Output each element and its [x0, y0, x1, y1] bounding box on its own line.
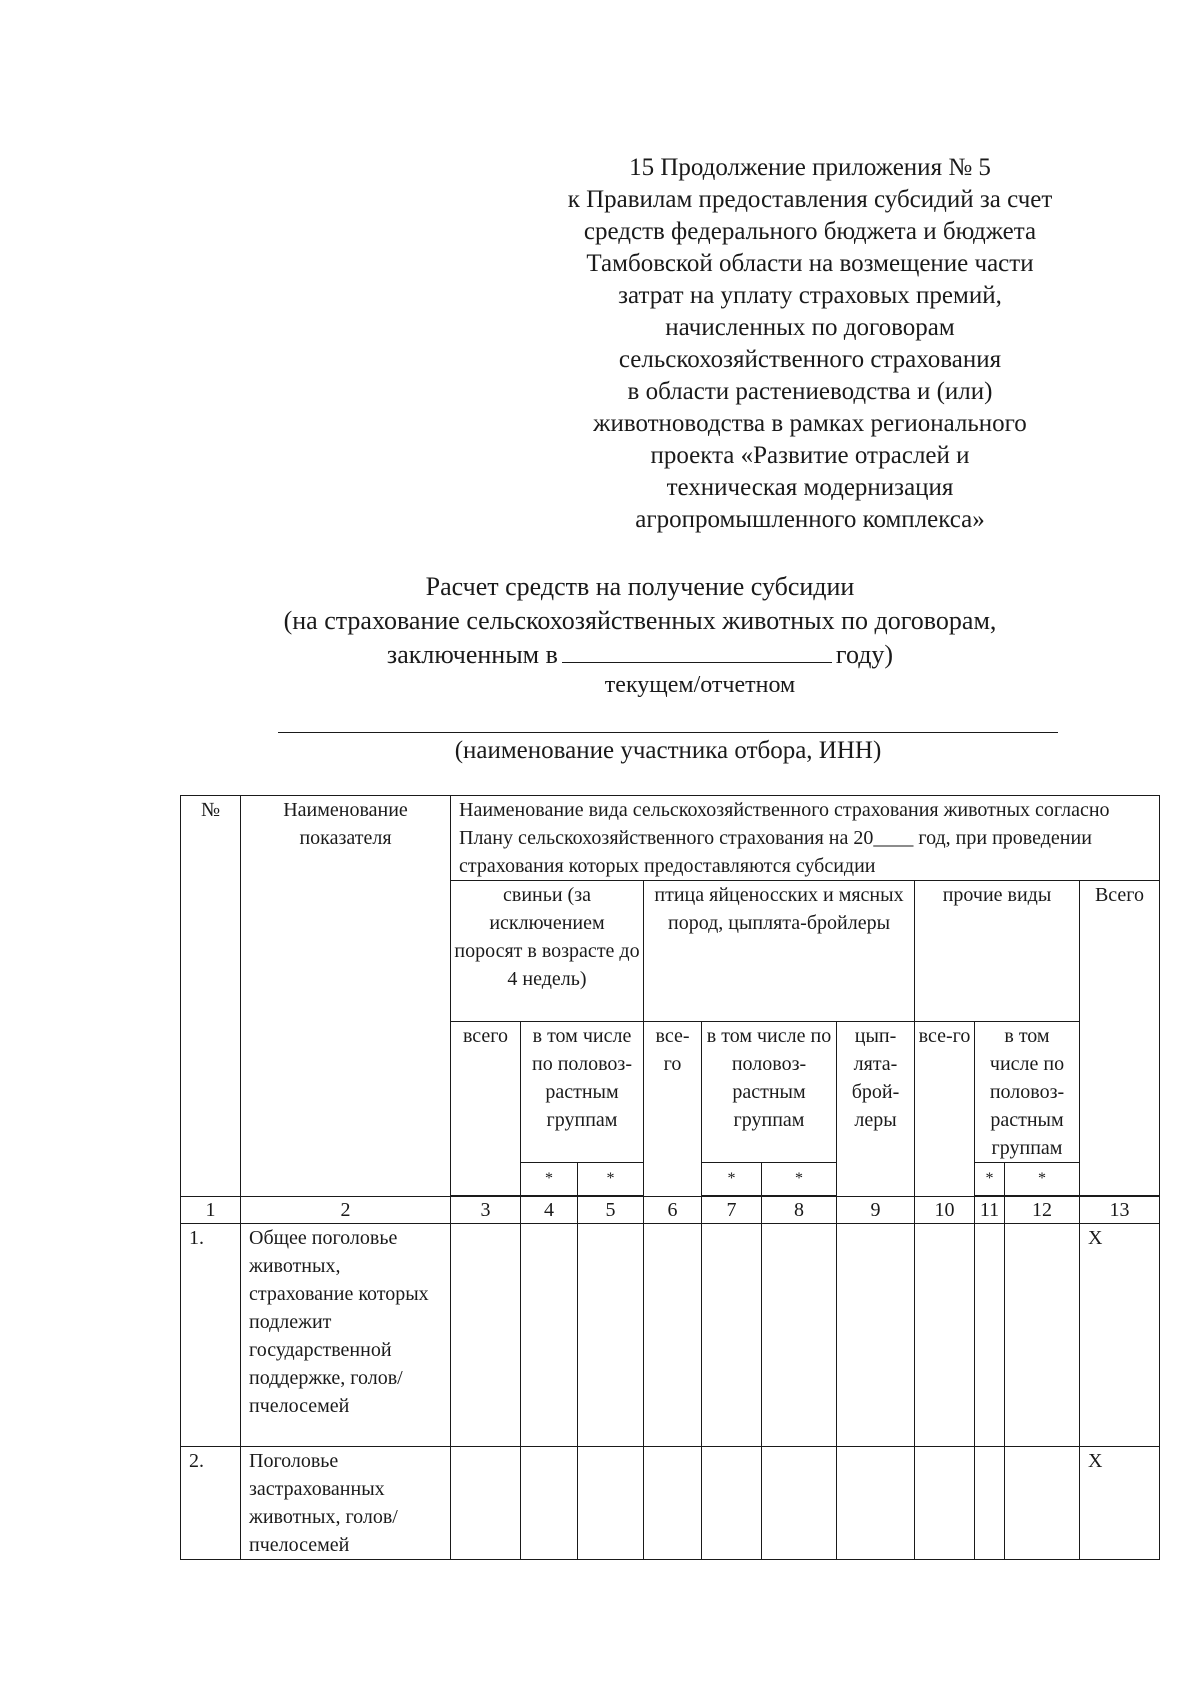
data-cell[interactable] [762, 1224, 837, 1447]
other-age-groups-header: в том числе по половоз-растным группам [975, 1022, 1080, 1163]
row-number: 1. [181, 1224, 241, 1447]
col-number: 4 [521, 1197, 578, 1224]
header-line: начисленных по договорам [665, 314, 955, 341]
col-number: 11 [975, 1197, 1005, 1224]
row-total-cell: Х [1080, 1224, 1160, 1447]
data-cell[interactable] [521, 1447, 578, 1560]
pigs-age-group-2: * [578, 1163, 644, 1196]
col-number: 13 [1080, 1197, 1160, 1224]
col-number: 5 [578, 1197, 644, 1224]
pigs-age-groups-header: в том числе по половоз-растным группам [521, 1022, 644, 1163]
data-cell[interactable] [975, 1224, 1005, 1447]
row-number: 2. [181, 1447, 241, 1560]
data-cell[interactable] [915, 1447, 975, 1560]
col-number: 3 [451, 1197, 521, 1224]
data-cell[interactable] [762, 1447, 837, 1560]
col-number: 12 [1005, 1197, 1080, 1224]
data-cell[interactable] [644, 1447, 702, 1560]
col-number: 10 [915, 1197, 975, 1224]
row-label: Поголовье застрахованных животных, голов/ пчелосемей [241, 1447, 451, 1560]
participant-fill-line[interactable] [278, 732, 1058, 733]
data-cell[interactable] [578, 1447, 644, 1560]
cat-other-header: прочие виды [915, 881, 1080, 1022]
col-number: 1 [181, 1197, 241, 1224]
poultry-total-header: все-го [644, 1022, 702, 1197]
header-line: средств федерального бюджета и бюджета [583, 218, 1037, 245]
title-line-1: Расчет средств на получение субсидии [425, 572, 855, 601]
row-label: Общее поголовье животных, страхование которых подлежит государственной поддержке, голов/ пчелосемей [241, 1224, 451, 1447]
broilers-header: цып-лята-брой-леры [837, 1022, 915, 1197]
col-number: 2 [241, 1197, 451, 1224]
table-row [181, 1224, 1160, 1447]
data-cell[interactable] [451, 1224, 521, 1447]
data-cell[interactable] [1005, 1447, 1080, 1560]
col-number: 8 [762, 1197, 837, 1224]
data-cell[interactable] [451, 1447, 521, 1560]
data-cell[interactable] [521, 1224, 578, 1447]
header-line: к Правилам предоставления субсидий за счет [567, 186, 1053, 213]
header-line: агропромышленного комплекса» [635, 506, 985, 533]
row-total-cell: Х [1080, 1447, 1160, 1560]
title-line-3-end: году) [835, 640, 894, 669]
appendix-header [520, 152, 1100, 536]
document-title [230, 570, 1050, 672]
pigs-age-group-1: * [521, 1163, 578, 1196]
cat-pigs-header: свиньи (за исключением поросят в возрасте до 4 недель) [451, 881, 644, 1022]
participant-caption: (наименование участника отбора, ИНН) [454, 737, 882, 764]
year-type-note: текущем/отчетном [604, 672, 796, 698]
cat-total-header: Всего [1080, 881, 1160, 1196]
year-fill-line[interactable] [562, 642, 832, 663]
data-cell[interactable] [702, 1447, 762, 1560]
poultry-age-group-2: * [762, 1163, 837, 1196]
col-number: 7 [702, 1197, 762, 1224]
title-line-3 [230, 638, 1050, 672]
col-name-header: Наименование показателя [241, 796, 451, 1197]
data-cell[interactable] [915, 1224, 975, 1447]
data-cell[interactable] [837, 1224, 915, 1447]
header-line: животноводства в рамках регионального [593, 410, 1027, 437]
other-age-group-2: * [1005, 1163, 1080, 1196]
subsidy-calculation-table [180, 795, 1160, 1560]
header-line: проекта «Развитие отраслей и [650, 442, 970, 469]
header-line: в области растениеводства и (или) [627, 378, 993, 405]
title-line-3-start: заключенным в [386, 640, 558, 669]
data-cell[interactable] [644, 1224, 702, 1447]
col-number: 6 [644, 1197, 702, 1224]
data-cell[interactable] [837, 1447, 915, 1560]
col-number: 9 [837, 1197, 915, 1224]
header-line: Тамбовской области на возмещение части [586, 250, 1034, 277]
header-line: сельскохозяйственного страхования [618, 346, 1002, 373]
header-line: 15 Продолжение приложения № 5 [629, 154, 991, 181]
insurance-type-group-header: Наименование вида сельскохозяйственного страхования животных согласно Плану сельскохозяйственного страхования на 20____ год, при проведении страхования которых предоставляются субсидии [451, 796, 1160, 881]
other-age-group-1: * [975, 1163, 1005, 1196]
pigs-total-header: всего [451, 1022, 521, 1196]
data-cell[interactable] [702, 1224, 762, 1447]
col-no-header: № [181, 796, 241, 1197]
poultry-age-groups-header: в том числе по половоз-растным группам [702, 1022, 837, 1163]
data-cell[interactable] [1005, 1224, 1080, 1447]
title-line-2: (на страхование сельскохозяйственных животных по договорам, [283, 606, 997, 635]
header-line: затрат на уплату страховых премий, [618, 282, 1002, 309]
cat-poultry-header: птица яйценосских и мясных пород, цыплята-бройлеры [644, 881, 915, 1022]
data-cell[interactable] [578, 1224, 644, 1447]
other-total-header: все-го [915, 1022, 975, 1197]
table-row [181, 1447, 1160, 1560]
column-number-row [181, 1197, 1160, 1224]
header-line: техническая модернизация [666, 474, 954, 501]
poultry-age-group-1: * [702, 1163, 762, 1196]
data-cell[interactable] [975, 1447, 1005, 1560]
